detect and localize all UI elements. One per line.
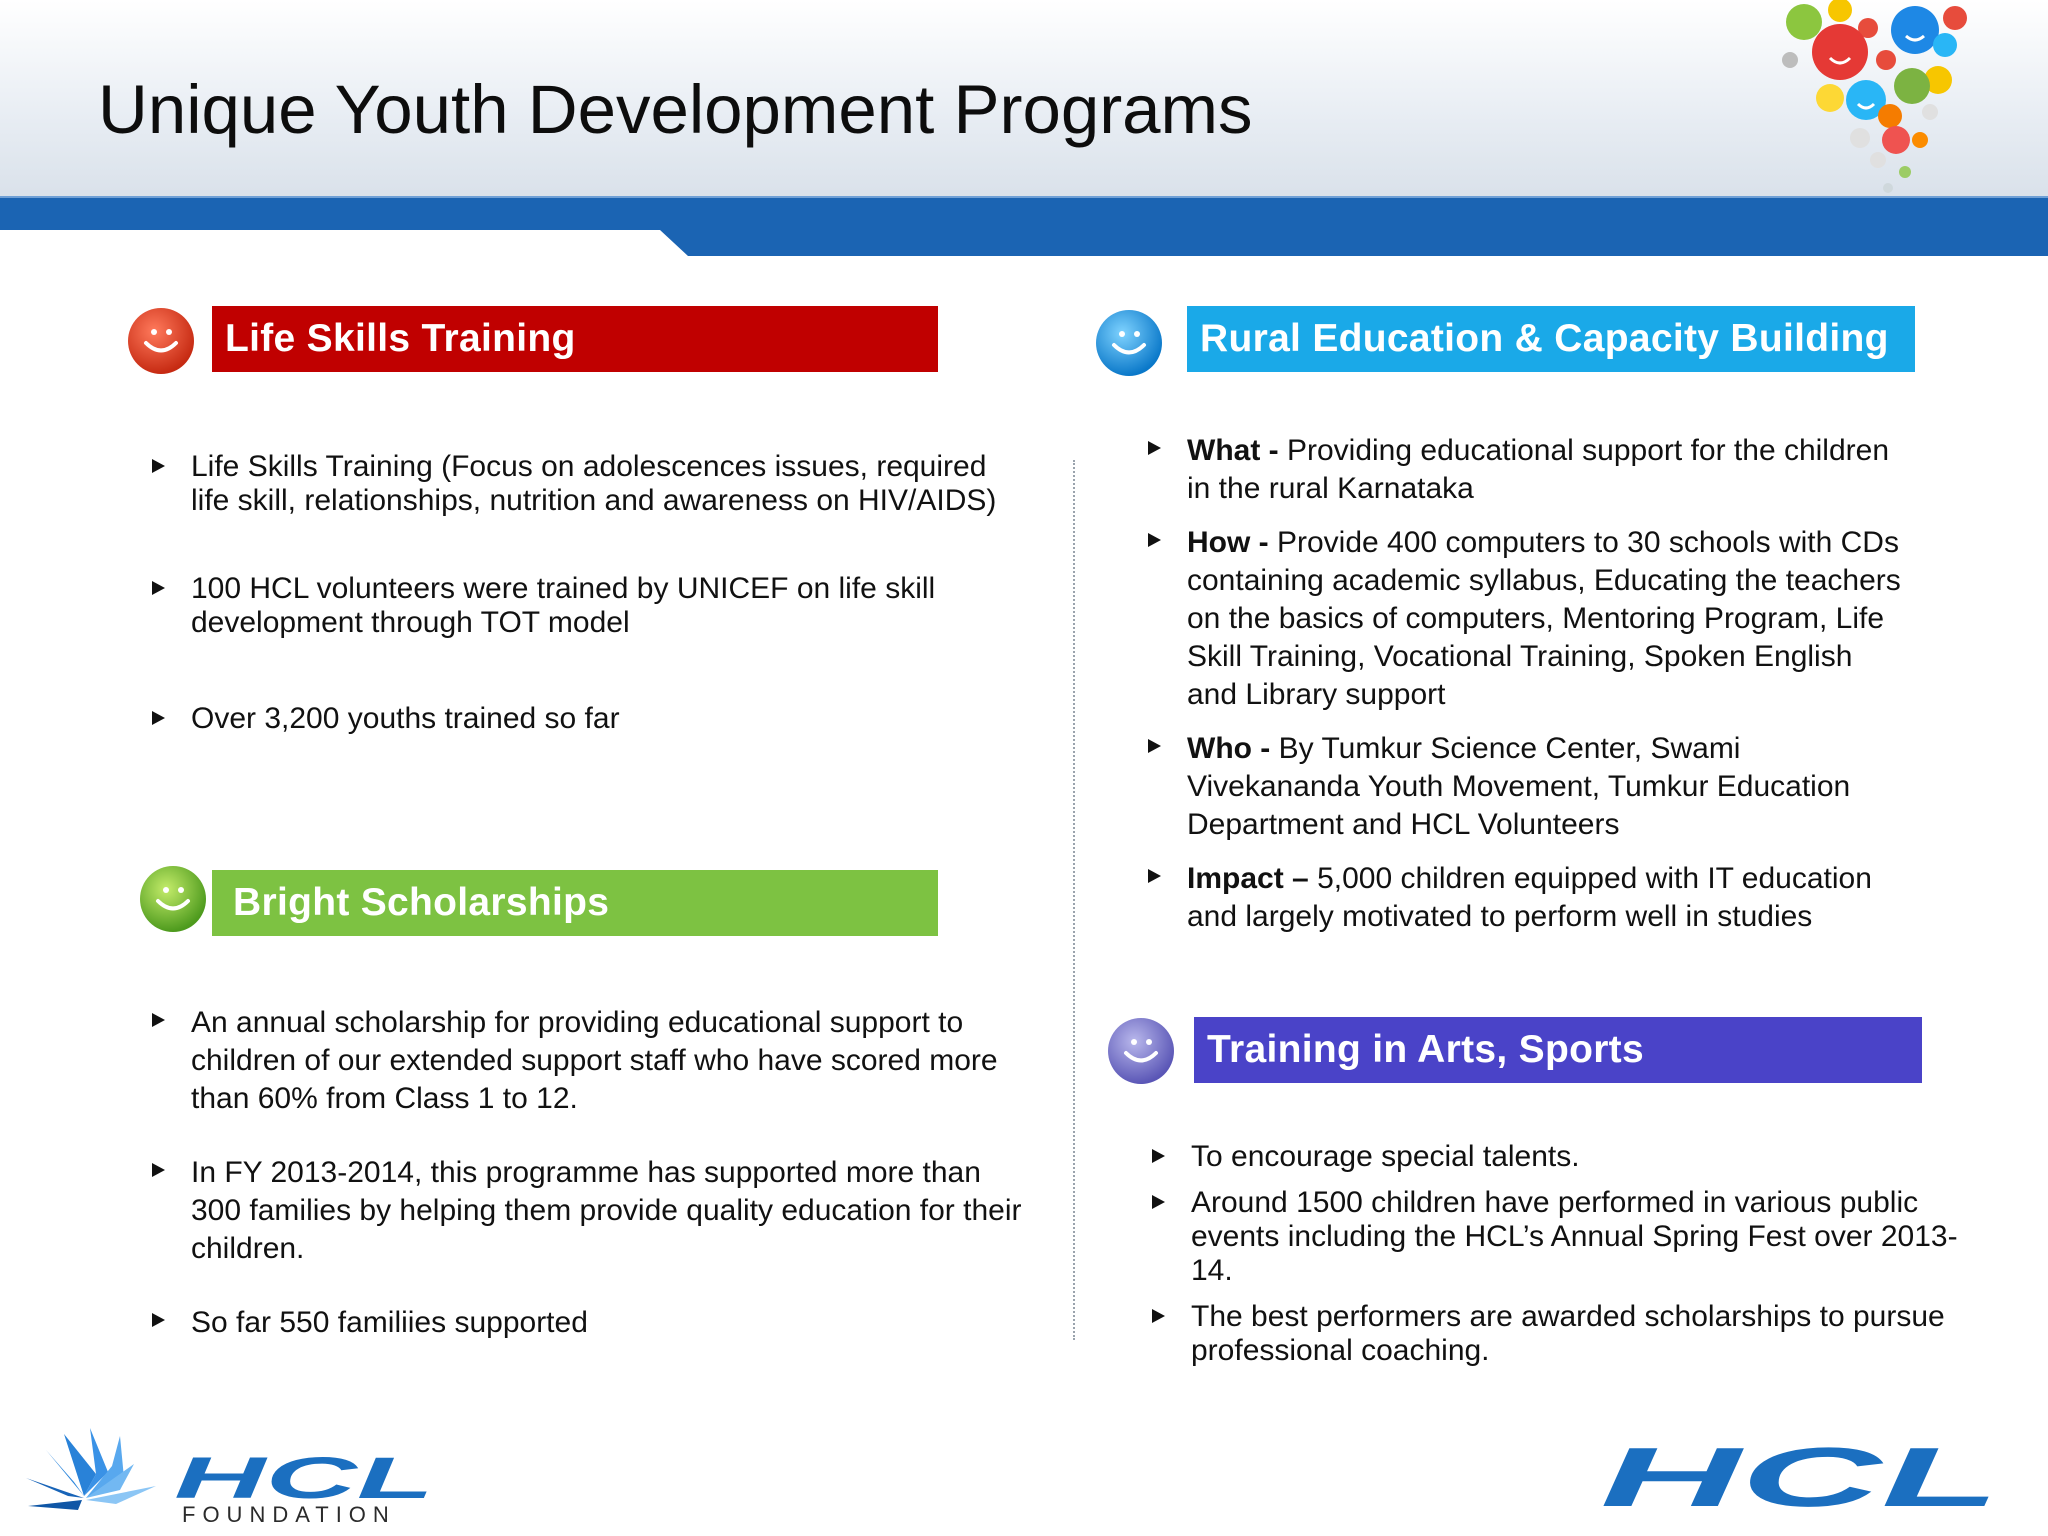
bright-bullets <box>152 1004 1032 1342</box>
smiley-bubbles-decoration <box>1770 0 2000 200</box>
list-item <box>1148 432 1908 508</box>
column-divider <box>1073 460 1075 1340</box>
bullet-text: 5,000 children equipped with IT education and largely motivated to perform well in studies <box>1187 862 1872 933</box>
bullet-text: Around 1500 children have performed in various public events including the HCL’s Annual Spring Fest over 2013-14. <box>1191 1186 1958 1287</box>
list-item <box>1148 730 1908 844</box>
header-band <box>0 196 2048 258</box>
bullet-text: Provide 400 computers to 30 schools with CDs containing academic syllabus, Educating the teachers on the basics of computers, Mentoring Program, Life Skill Training, Vocational Training, Spoken English and Library support <box>1187 526 1901 711</box>
bullet-label: Impact – <box>1187 862 1318 895</box>
bright-heading-label: Bright Scholarships <box>233 881 610 924</box>
bullet-label: Who - <box>1187 732 1279 765</box>
bullet-label: How - <box>1187 526 1277 559</box>
bullet-text: Over 3,200 youths trained so far <box>191 702 620 735</box>
list-item <box>152 1004 1032 1118</box>
hcl-logo-word: HCL <box>1600 1440 2000 1520</box>
life-skills-heading-label: Life Skills Training <box>225 317 576 360</box>
red-smiley-icon <box>126 306 196 376</box>
list-item <box>152 1154 1032 1268</box>
arts-heading-label: Training in Arts, Sports <box>1207 1028 1644 1071</box>
rural-education-heading <box>1187 306 1915 372</box>
rural-bullets <box>1148 432 1908 936</box>
list-item <box>1152 1140 1972 1174</box>
list-item <box>152 702 1032 736</box>
blue-smiley-icon <box>1094 308 1164 378</box>
bullet-text: So far 550 familiies supported <box>191 1306 588 1339</box>
list-item <box>1148 860 1908 936</box>
bullet-text: Providing educational support for the children in the rural Karnataka <box>1187 434 1890 505</box>
arts-bullets <box>1152 1140 1972 1368</box>
hcl-foundation-logo <box>24 1426 444 1526</box>
purple-smiley-icon <box>1106 1016 1176 1086</box>
life-skills-bullets <box>152 450 1032 736</box>
list-item <box>1152 1186 1972 1288</box>
bullet-text: The best performers are awarded scholarships to pursue professional coaching. <box>1191 1300 1945 1367</box>
bullet-text: 100 HCL volunteers were trained by UNICEF on life skill development through TOT model <box>191 572 936 639</box>
hcl-logo <box>1600 1440 2010 1520</box>
foundation-logo-word: HCL <box>174 1446 434 1511</box>
bullet-text: To encourage special talents. <box>1191 1140 1580 1173</box>
bullet-text: An annual scholarship for providing educational support to children of our extended support staff who have scored more than 60% from Class 1 to 12. <box>191 1006 998 1115</box>
list-item <box>1148 524 1908 714</box>
bullet-label: What - <box>1187 434 1287 467</box>
list-item <box>152 572 1032 640</box>
list-item <box>1152 1300 1972 1368</box>
bullet-text: Life Skills Training (Focus on adolescences issues, required life skill, relationships, nutrition and awareness on HIV/AIDS) <box>191 450 997 517</box>
arts-sports-heading <box>1194 1017 1922 1083</box>
life-skills-heading <box>212 306 938 372</box>
rural-heading-label: Rural Education & Capacity Building <box>1200 317 1889 360</box>
foundation-logo-sub: FOUNDATION <box>182 1502 396 1526</box>
list-item <box>152 450 1032 518</box>
bullet-text: By Tumkur Science Center, Swami Vivekananda Youth Movement, Tumkur Education Department and HCL Volunteers <box>1187 732 1851 841</box>
bullet-text: In FY 2013-2014, this programme has supported more than 300 families by helping them provide quality education for their children. <box>191 1156 1022 1265</box>
page-title: Unique Youth Development Programs <box>98 71 1253 148</box>
green-smiley-icon <box>138 864 208 934</box>
bright-scholarships-heading <box>212 870 938 936</box>
list-item <box>152 1304 1032 1342</box>
